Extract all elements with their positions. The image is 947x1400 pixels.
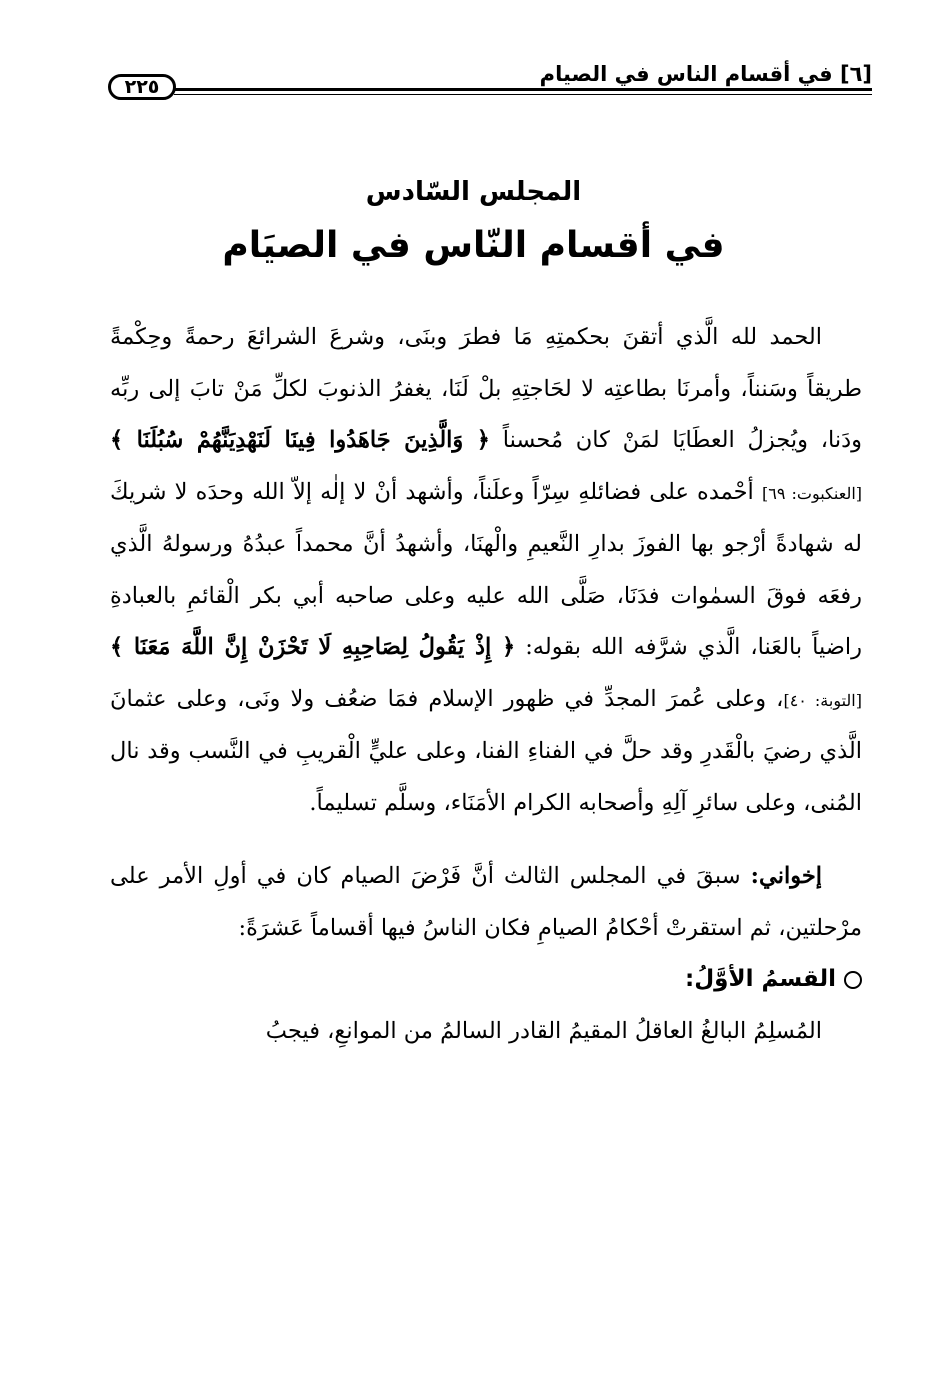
chapter-title: في أقسام النّاس في الصيَام: [222, 225, 725, 266]
circle-bullet-icon: [844, 971, 862, 989]
page-header: [108, 60, 872, 104]
opening-text-2: أحْمده على فضائلهِ سِرّاً وعلَناً، وأشهد أنْ لا إلٰه إلاّ الله وحدَه لا شريكَ له شهادةً أرْجو بها الفوزَ بدارِ النَّعيمِ والْهنَا، وأشهدُ أنَّ محمداً عبدُهُ ورسولهُ الَّذي رفعَه فوقَ السمٰوات فدَنَا، صَلَّى الله عليه وعلى صاحبه أبي بكر الْقائمِ بالعبادةِ راضياً بالعَنا، الَّذي شرَّفه الله بقوله:: [110, 478, 862, 660]
paragraph-opening: [110, 312, 862, 829]
section-heading: [110, 954, 862, 1006]
page-number: ٢٢٥: [108, 74, 176, 100]
header-rule: [174, 88, 872, 95]
quran-quote-2: ﴿ إِذْ يَقُولُ لِصَاحِبِهِ لَا تَحْزَنْ إِنَّ اللَّهَ مَعَنَا ﴾: [110, 634, 516, 660]
quran-quote-1: ﴿ وَالَّذِينَ جَاهَدُوا فِينَا لَنَهْدِيَنَّهُمْ سُبُلَنَا ﴾: [110, 427, 490, 453]
quran-ref-2: [التوبة: ٤٠]: [783, 690, 862, 710]
section-heading-text: القسمُ الأوَّلُ:: [685, 966, 836, 992]
quran-ref-1: [العنكبوت: ٦٩]: [761, 483, 863, 503]
paragraph-first-section: [110, 1006, 862, 1058]
paragraph-brothers-text: سبقَ في المجلس الثالث أنَّ فَرْضَ الصيام كان في أولِ الأمر على مرْحلتين، ثم استقرتْ أحْكامُ الصيامِ فكان الناسُ فيها أقساماً عَشرَةً:: [110, 863, 862, 941]
body-text: [110, 312, 862, 1057]
running-title: [٦] في أقسام الناس في الصيام: [539, 62, 872, 86]
paragraph-lead: إخواني:: [750, 863, 822, 889]
opening-text-1: الحمد لله الَّذي أتقنَ بحكمتِهِ مَا فطرَ وبنَى، وشرعَ الشرائعَ رحمةً وحِكْمةً طريقاً وسَنناً، وأمرنَا بطاعتِه لا لحَاجتِهِ بلْ لَنَا، يغفرُ الذنوبَ لكلِّ مَنْ تابَ إلى ربِّه ودَنا، ويُجزلُ العطَايَا لمَنْ كان مُحسناً: [110, 324, 862, 453]
chapter-title-block: [80, 172, 867, 274]
paragraph-brothers: [110, 851, 862, 954]
opening-text-3: ، وعلى عُمرَ المجدِّ في ظهور الإسلام فمَا ضعُف ولا ونَى، وعلى عثمانَ الَّذي رضيَ بالْقَدرِ وقد حلَّ في الفناءِ الفنا، وعلى عليٍّ الْقريبِ في النَّسب وقد نال المُنى، وعلى سائرِ آلِهِ وأصحابه الكرام الأمَنَاء، وسلَّم تسليماً.: [110, 685, 862, 816]
chapter-subtitle: المجلس السّادس: [365, 177, 582, 207]
first-section-text: المُسلِمُ البالغُ العاقلُ المقيمُ القادر السالمُ من الموانعِ، فيجبُ: [265, 1017, 822, 1044]
